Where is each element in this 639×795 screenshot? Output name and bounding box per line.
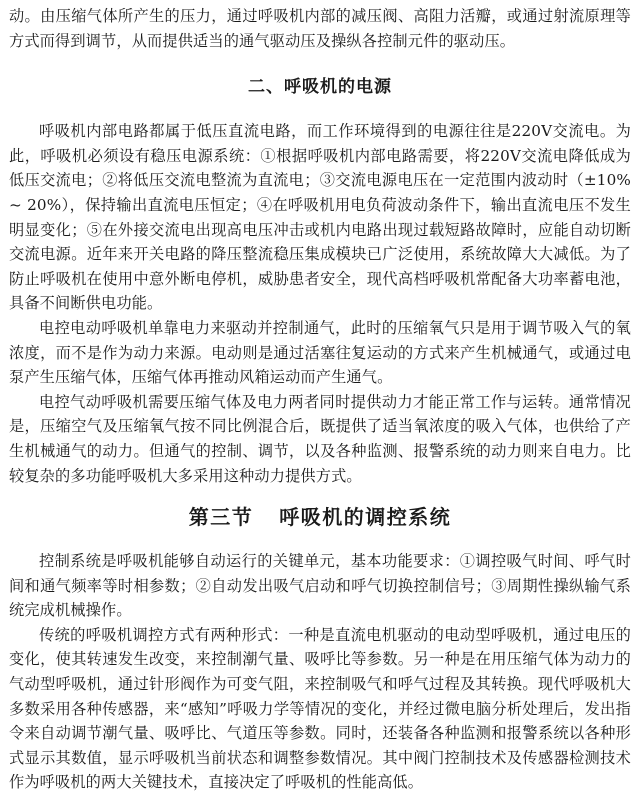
chapter-number: 第三节 (188, 505, 254, 530)
chapter-title: 呼吸机的调控系统 (279, 505, 452, 530)
paragraph-power-supply-system: 呼吸机内部电路都属于低压直流电路，而工作环境得到的电源往往是220V交流电。为此，呼吸机必须设有稳压电源系统：①根据呼吸机内部电路需要，将220V交流电降低成为低压交流电；②将低压交流电整流为直流电；③交流电源电压在一定范围内波动时（±10% ~ 20%），保持输出直流电压恒定；④在呼吸机用电负荷波动条件下，输出直流电压不发生明显变化；⑤在外接交流电出现高电压冲击或机内电路出现过载短路故障时，应能自动切断交流电源。近年来开关电路的降压整流稳压集成模块已广泛使用，系统故障大大减低。为了防止呼吸机在使用中意外断电停机，威胁患者安全，现代高档呼吸机常配备大功率蓄电池，具备不间断供电功能。 (9, 122, 631, 313)
paragraph-traditional-control-methods: 传统的呼吸机调控方式有两种形式：一种是直流电机驱动的电动型呼吸机，通过电压的变化，使其转速发生改变，来控制潮气量、吸呼比等参数。另一种是在用压缩气体为动力的气动型呼吸机，通过针形阀作为可变气阻，来控制吸气和呼气过程及其转换。现代呼吸机大多数采用各种传感器，来“感知”呼吸力学等情况的变化，并经过微电脑分析处理后，发出指令来自动调节潮气量、吸呼比、气道压等参数。同时，还装备各种监测和报警系统以各种形式显示其数值，显示呼吸机当前状态和调整参数情况。其中阀门控制技术及传感器检测技术作为呼吸机的两大关键技术，直接决定了呼吸机的性能高低。 (9, 625, 631, 792)
paragraph-gas-pressure-continuation: 动。由压缩气体所产生的压力，通过呼吸机内部的减压阀、高阻力活瓣，或通过射流原理等方式而得到调节，从而提供适当的通气驱动压及操纵各控制元件的驱动压。 (9, 7, 631, 50)
paragraph-control-system-requirements: 控制系统是呼吸机能够自动运行的关键单元，基本功能要求：①调控吸气时间、呼气时间和通气频率等时相参数；②自动发出吸气启动和呼气切换控制信号；③周期性操纵输气系统完成机械操作。 (9, 552, 631, 620)
chapter-heading (9, 503, 631, 531)
paragraph-electric-control-pneumatic-drive: 电控气动呼吸机需要压缩气体及电力两者同时提供动力才能正常工作与运转。通常情况是，压缩空气及压缩氧气按不同比例混合后，既提供了适当氧浓度的吸入气体，也供给了产生机械通气的动力。但通气的控制、调节，以及各种监测、报警系统的动力则来自电力。比较复杂的多功能呼吸机大多采用这种动力提供方式。 (9, 392, 631, 485)
paragraph-electric-control-electric-drive: 电控电动呼吸机单靠电力来驱动并控制通气，此时的压缩氧气只是用于调节吸入气的氧浓度，而不是作为动力来源。电动则是通过活塞往复运动的方式来产生机械通气，或通过电泵产生压缩气体，压缩气体再推动风箱运动而产生通气。 (9, 318, 631, 387)
section-heading-power-supply: 二、呼吸机的电源 (248, 77, 392, 98)
document-page (9, 4, 631, 795)
